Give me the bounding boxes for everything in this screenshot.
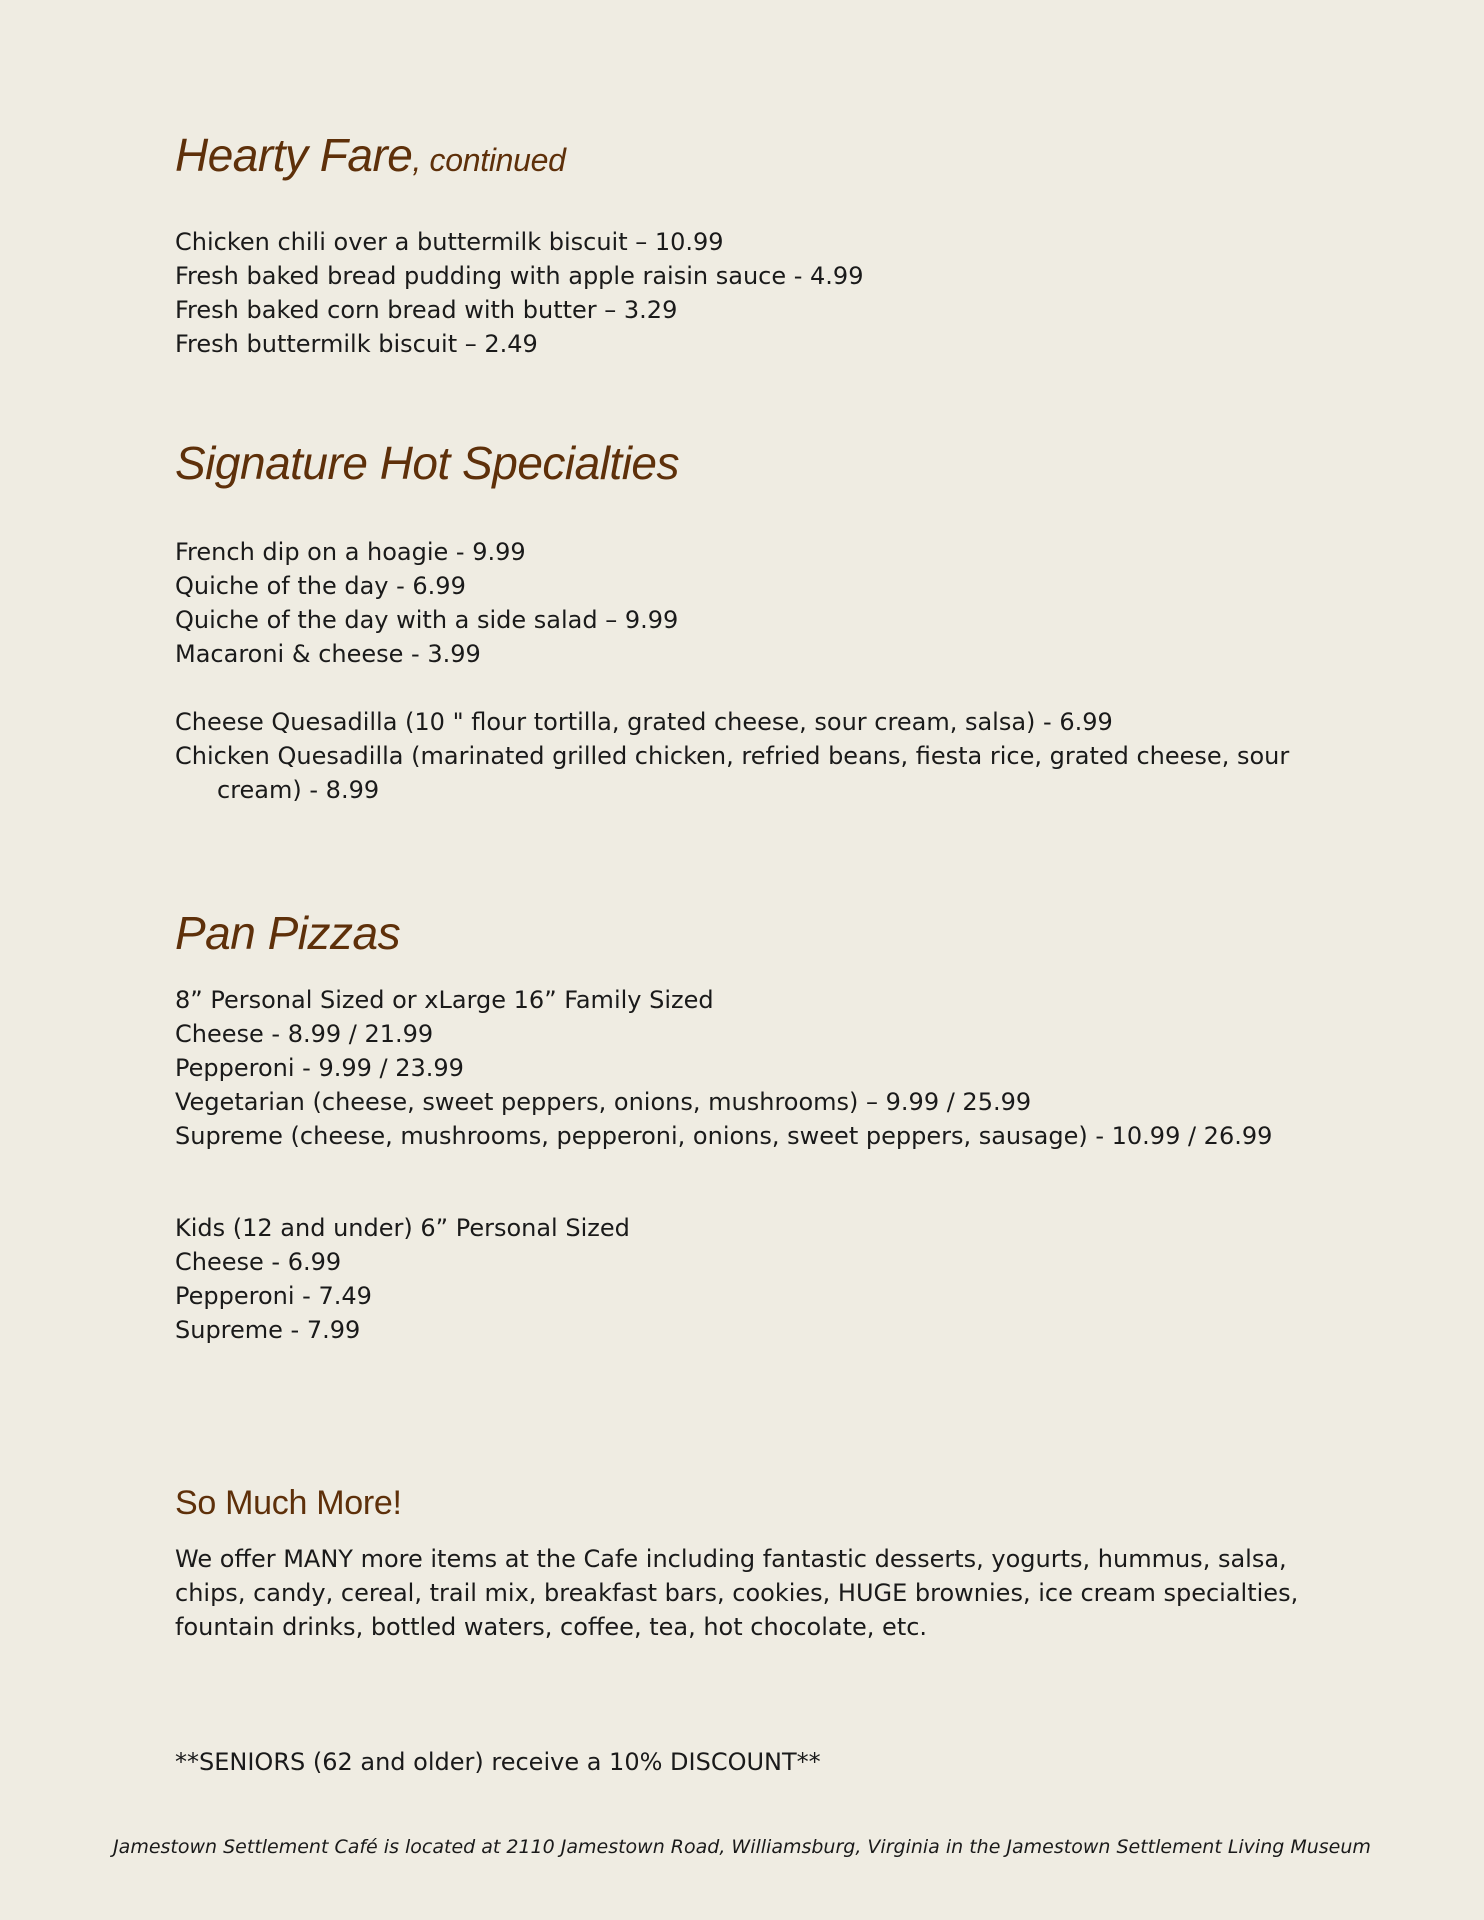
seniors-discount-note: **SENIORS (62 and older) receive a 10% DISCOUNT** (175, 1748, 821, 1776)
quesadilla-list (175, 705, 1367, 807)
menu-item: Fresh baked corn bread with butter – 3.29 (175, 296, 678, 324)
pizzas-list (175, 983, 1272, 1153)
menu-item: Cheese Quesadilla (10 " flour tortilla, grated cheese, sour cream, salsa) - 6.99 (175, 708, 1113, 736)
so-much-more-text: We offer MANY more items at the Cafe including fantastic desserts, yogurts, hummus, salsa, chips, candy, cereal, trail mix, breakfast bars, cookies, HUGE brownies, ice cream specialties, fountain drinks, bottled waters, coffee, tea, hot chocolate, etc. (175, 1545, 1299, 1641)
menu-item: Chicken Quesadilla (marinated grilled chicken, refried beans, fiesta rice, grated cheese, sour cream) - 8.99 (175, 742, 1290, 804)
menu-item: 8” Personal Sized or xLarge 16” Family Sized (175, 986, 714, 1014)
footer-address: Jamestown Settlement Café is located at 2110 Jamestown Road, Williamsburg, Virginia in the Jamestown Settlement Living Museum (113, 1836, 1371, 1858)
menu-item: Quiche of the day with a side salad – 9.99 (175, 606, 679, 634)
menu-item: Pepperoni - 9.99 / 23.99 (175, 1054, 464, 1082)
menu-item: Quiche of the day - 6.99 (175, 572, 466, 600)
menu-item: Fresh buttermilk biscuit – 2.49 (175, 330, 538, 358)
hearty-fare-list (175, 225, 863, 361)
hearty-fare-heading (175, 128, 566, 182)
menu-item: Pepperoni - 7.49 (175, 1282, 372, 1310)
signature-heading: Signature Hot Specialties (175, 437, 680, 489)
menu-item: Kids (12 and under) 6” Personal Sized (175, 1214, 630, 1242)
menu-item: Vegetarian (cheese, sweet peppers, onions, mushrooms) – 9.99 / 25.99 (175, 1088, 1032, 1116)
hearty-fare-title: Hearty Fare (175, 129, 413, 181)
menu-item: Macaroni & cheese - 3.99 (175, 640, 481, 668)
menu-item: Fresh baked bread pudding with apple raisin sauce - 4.99 (175, 262, 864, 290)
menu-item: Supreme (cheese, mushrooms, pepperoni, onions, sweet peppers, sausage) - 10.99 / 26.99 (175, 1122, 1273, 1150)
kids-pizzas-list (175, 1211, 630, 1347)
so-much-more-heading: So Much More! (175, 1484, 402, 1522)
pizzas-heading: Pan Pizzas (175, 907, 401, 959)
menu-item: Cheese - 6.99 (175, 1248, 342, 1276)
signature-list (175, 535, 678, 671)
menu-item: Chicken chili over a buttermilk biscuit – 10.99 (175, 228, 724, 256)
menu-item: Supreme - 7.99 (175, 1316, 361, 1344)
menu-item: Cheese - 8.99 / 21.99 (175, 1020, 434, 1048)
menu-item: French dip on a hoagie - 9.99 (175, 538, 526, 566)
hearty-fare-subtitle: , continued (412, 142, 566, 178)
